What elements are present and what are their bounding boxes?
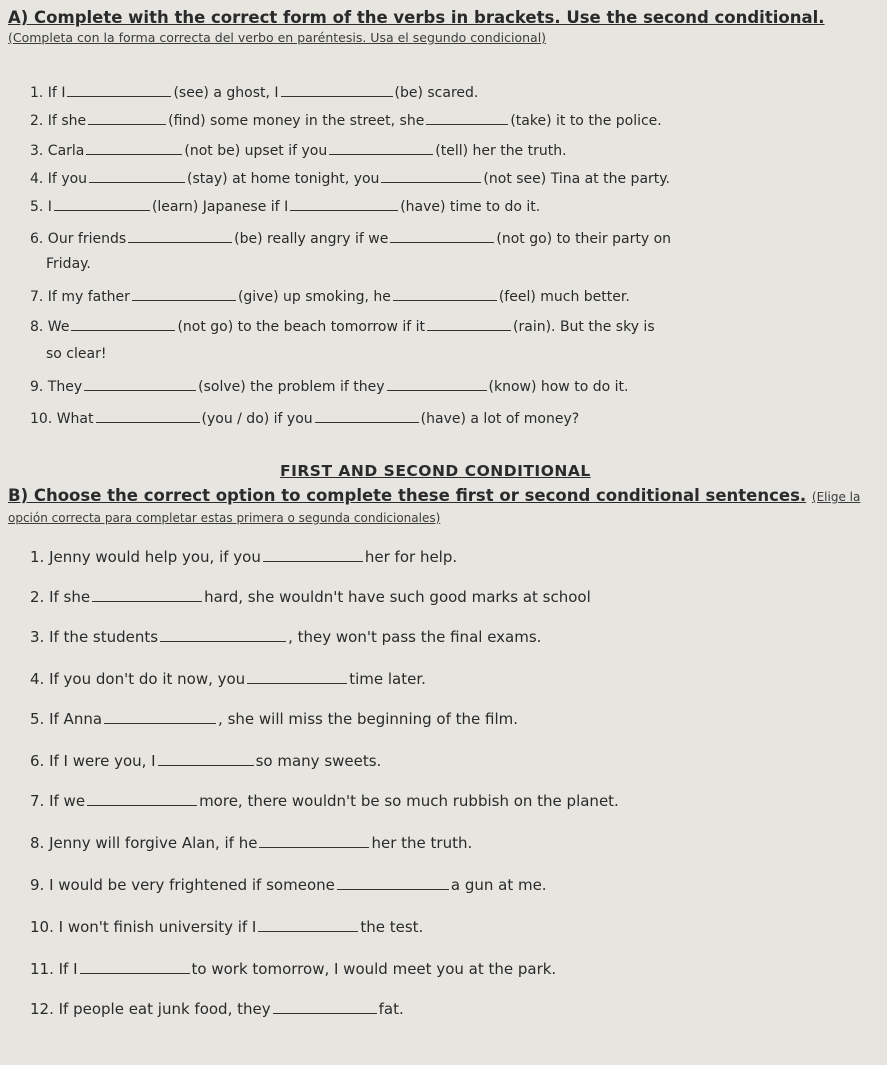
blank[interactable] xyxy=(273,1001,377,1014)
blank[interactable] xyxy=(80,961,190,974)
blank[interactable] xyxy=(96,410,200,423)
a-item-8: 8. We (not go) to the beach tomorrow if it (rain). But the sky is xyxy=(30,319,655,335)
b-item-10: 10. I won't finish university if I the test. xyxy=(30,918,424,936)
blank[interactable] xyxy=(426,112,508,125)
a-item-6: 6. Our friends (be) really angry if we (not go) to their party on xyxy=(30,231,672,247)
blank[interactable] xyxy=(258,919,358,932)
blank[interactable] xyxy=(281,84,393,97)
blank[interactable] xyxy=(71,318,175,331)
b-item-7: 7. If we more, there wouldn't be so much rubbish on the planet. xyxy=(30,792,619,810)
b-item-1: 1. Jenny would help you, if you her for help. xyxy=(30,548,458,566)
blank[interactable] xyxy=(247,671,347,684)
section-a-heading xyxy=(8,8,878,47)
b-item-5: 5. If Anna , she will miss the beginning of the film. xyxy=(30,710,519,728)
blank[interactable] xyxy=(89,170,185,183)
section-a-subtitle: (Completa con la forma correcta del verbo en paréntesis. Usa el segundo condicional) xyxy=(8,30,547,45)
blank[interactable] xyxy=(390,230,494,243)
section-a-title: A) Complete with the correct form of the verbs in brackets. Use the second conditional. xyxy=(8,8,825,27)
blank[interactable] xyxy=(381,170,481,183)
blank[interactable] xyxy=(132,288,236,301)
section-title: FIRST AND SECOND CONDITIONAL xyxy=(280,462,591,480)
b-item-11: 11. If I to work tomorrow, I would meet you at the park. xyxy=(30,960,557,978)
blank[interactable] xyxy=(87,793,197,806)
blank[interactable] xyxy=(329,142,433,155)
blank[interactable] xyxy=(86,142,182,155)
a-item-6-continued: Friday. xyxy=(46,256,91,272)
a-item-3: 3. Carla (not be) upset if you (tell) her the truth. xyxy=(30,143,567,159)
blank[interactable] xyxy=(67,84,171,97)
a-item-10: 10. What (you / do) if you (have) a lot of money? xyxy=(30,411,580,427)
b-item-8: 8. Jenny will forgive Alan, if he her the truth. xyxy=(30,834,473,852)
blank[interactable] xyxy=(393,288,497,301)
b-item-2: 2. If she hard, she wouldn't have such good marks at school xyxy=(30,588,591,606)
b-item-9: 9. I would be very frightened if someone a gun at me. xyxy=(30,876,547,894)
blank[interactable] xyxy=(259,835,369,848)
blank[interactable] xyxy=(88,112,166,125)
a-item-2: 2. If she (find) some money in the street, she (take) it to the police. xyxy=(30,113,662,129)
section-b-title: B) Choose the correct option to complete these first or second conditional sentences. xyxy=(8,486,807,505)
a-item-9: 9. They (solve) the problem if they (know) how to do it. xyxy=(30,379,629,395)
a-item-5: 5. I (learn) Japanese if I (have) time to do it. xyxy=(30,199,541,215)
blank[interactable] xyxy=(290,198,398,211)
blank[interactable] xyxy=(337,877,449,890)
blank[interactable] xyxy=(84,378,196,391)
blank[interactable] xyxy=(158,753,254,766)
a-item-1: 1. If I (see) a ghost, I (be) scared. xyxy=(30,85,479,101)
blank[interactable] xyxy=(92,589,202,602)
blank[interactable] xyxy=(160,629,286,642)
b-item-12: 12. If people eat junk food, they fat. xyxy=(30,1000,404,1018)
section-b-heading xyxy=(8,486,878,528)
a-item-4: 4. If you (stay) at home tonight, you (not see) Tina at the party. xyxy=(30,171,671,187)
blank[interactable] xyxy=(387,378,487,391)
b-item-6: 6. If I were you, I so many sweets. xyxy=(30,752,382,770)
a-item-7: 7. If my father (give) up smoking, he (feel) much better. xyxy=(30,289,630,305)
b-item-4: 4. If you don't do it now, you time later. xyxy=(30,670,426,688)
blank[interactable] xyxy=(104,711,216,724)
blank[interactable] xyxy=(54,198,150,211)
section-b-subtitle: (Elige la opción correcta para completar estas primera o segunda condicionales) xyxy=(8,490,861,525)
b-item-3: 3. If the students , they won't pass the final exams. xyxy=(30,628,542,646)
blank[interactable] xyxy=(263,549,363,562)
blank[interactable] xyxy=(315,410,419,423)
blank[interactable] xyxy=(128,230,232,243)
a-item-8-continued: so clear! xyxy=(46,346,107,362)
blank[interactable] xyxy=(427,318,511,331)
